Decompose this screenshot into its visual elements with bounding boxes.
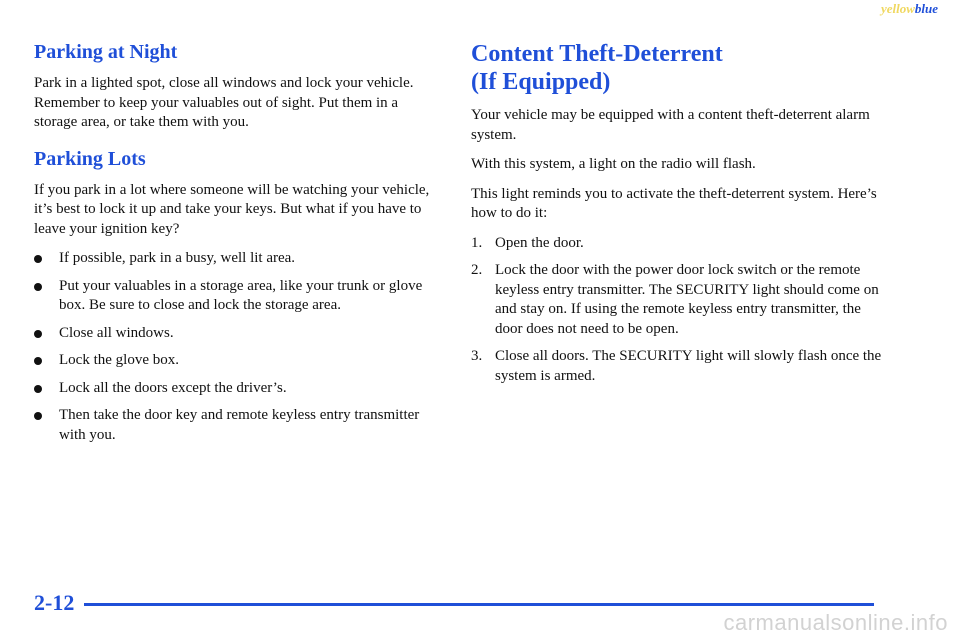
activation-steps-list: [471, 234, 891, 387]
step-text: Lock the door with the power door lock switch or the remote keyless entry transmitter. The SECURITY light should come on and stay on. If using the remote keyless entry transmitter, the door does not need to be open.: [495, 262, 879, 337]
bullet-dot-icon: [34, 385, 42, 393]
step-text: Open the door.: [495, 234, 584, 251]
step-item: [471, 347, 891, 386]
parking-at-night-heading: Parking at Night: [34, 41, 178, 63]
bullet-dot-icon: [34, 357, 42, 365]
parking-lots-bullet-list: [34, 249, 434, 445]
step-item: [471, 234, 891, 254]
bullet-item: Lock the glove box.: [34, 351, 434, 371]
bullet-item: Close all windows.: [34, 324, 434, 344]
bullet-dot-icon: [34, 283, 42, 291]
left-column: [34, 40, 434, 453]
page-number: 2-12: [34, 590, 75, 615]
parking-lots-body: If you park in a lot where someone will be watching your vehicle, it’s best to lock it up and take your keys. But what if you have to leave your ignition key?: [34, 181, 430, 237]
reminder-paragraph: This light reminds you to activate the theft-deterrent system. Here’s how to do it:: [471, 185, 877, 221]
watermark: carmanualsonline.info: [723, 610, 948, 635]
step-number: 3.: [471, 348, 483, 364]
radio-light-paragraph: With this system, a light on the radio will flash.: [471, 156, 756, 172]
step-item: [471, 261, 891, 339]
step-number: 1.: [471, 234, 483, 251]
content-theft-deterrent-heading: [471, 40, 891, 96]
bullet-dot-icon: [34, 412, 42, 420]
bullet-dot-icon: [34, 330, 42, 338]
bullet-item: Put your valuables in a storage area, like your trunk or glove box. Be sure to close and lock the storage area.: [34, 277, 434, 316]
step-text: Close all doors. The SECURITY light will slowly flash once the system is armed.: [495, 348, 882, 384]
color-tag: [881, 1, 938, 17]
parking-at-night-body: Park in a lighted spot, close all windows and lock your vehicle. Remember to keep your valuables out of sight. Put them in a storage area, or take them with you.: [34, 75, 414, 130]
parking-lots-heading: Parking Lots: [34, 147, 146, 170]
footer-divider: [84, 603, 874, 606]
right-column: [471, 40, 891, 394]
bullet-dot-icon: [34, 255, 42, 263]
bullet-item: If possible, park in a busy, well lit area.: [34, 249, 434, 269]
intro-paragraph: Your vehicle may be equipped with a content theft-deterrent alarm system.: [471, 107, 870, 143]
step-number: 2.: [471, 262, 483, 278]
heading-line-2: (If Equipped): [471, 69, 611, 95]
bullet-item: Lock all the doors except the driver’s.: [34, 379, 434, 399]
color-tag-blue: blue: [914, 1, 938, 16]
heading-line-1: Content Theft-Deterrent: [471, 41, 723, 67]
bullet-item: Then take the door key and remote keyless entry transmitter with you.: [34, 406, 434, 445]
color-tag-yellow: yellow: [880, 1, 915, 16]
